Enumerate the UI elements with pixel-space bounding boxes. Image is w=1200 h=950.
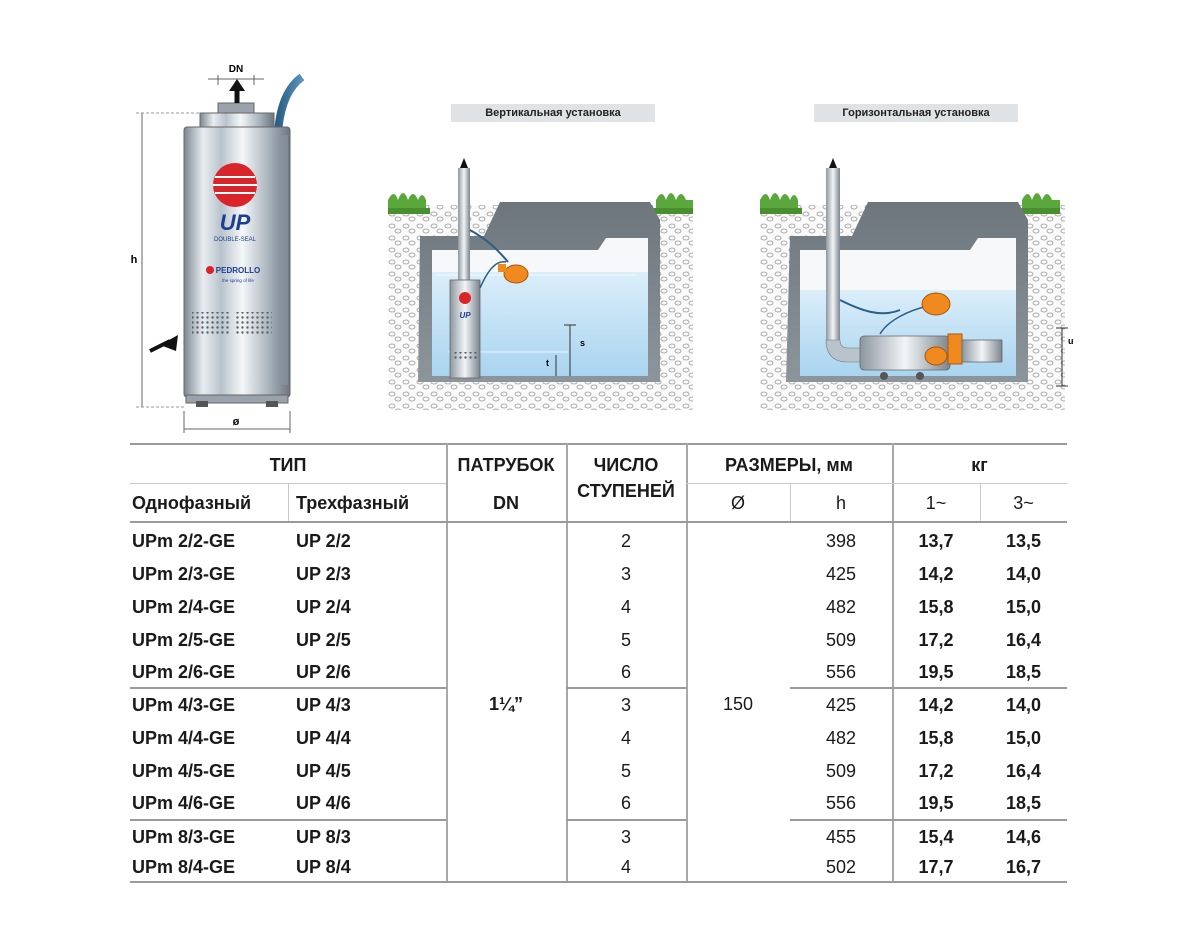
- cell-weight-1ph: 15,8: [918, 728, 954, 748]
- cell-weight-1ph: 13,7: [918, 531, 954, 551]
- pump-maker-tagline: the spring of life: [222, 278, 254, 283]
- header-weight-3ph: 3~: [1013, 493, 1034, 513]
- cell-stages: 5: [620, 630, 631, 650]
- cell-height: 556: [825, 793, 857, 813]
- cell-height: 482: [825, 597, 857, 617]
- cell-three-phase: UP 8/3: [296, 827, 351, 847]
- cell-height: 482: [825, 728, 857, 748]
- header-type: ТИП: [269, 455, 307, 475]
- svg-text:UP: UP: [459, 311, 471, 320]
- horizontal-installation-diagram: [760, 150, 1080, 412]
- cell-height: 502: [825, 857, 857, 877]
- cell-single-phase: UPm 4/5-GE: [132, 761, 236, 781]
- cell-three-phase: UP 4/4: [296, 728, 351, 748]
- cell-weight-3ph: 16,4: [1005, 761, 1042, 781]
- header-three-phase: Трехфазный: [296, 493, 410, 513]
- vertical-installation-caption: Вертикальная установка: [451, 104, 655, 122]
- pump-diameter-label: ø: [232, 416, 240, 428]
- cell-weight-3ph: 18,5: [1005, 793, 1042, 813]
- header-single-phase: Однофазный: [132, 493, 252, 513]
- cell-stages: 4: [620, 597, 631, 617]
- cell-three-phase: UP 2/6: [296, 662, 351, 682]
- header-height: h: [835, 493, 846, 513]
- cell-stages: 2: [620, 531, 631, 551]
- pump-brand: UP: [219, 210, 251, 235]
- pump-maker: PEDROLLO: [215, 266, 261, 275]
- cell-three-phase: UP 2/5: [296, 630, 351, 650]
- cell-single-phase: UPm 2/2-GE: [132, 531, 236, 551]
- cell-single-phase: UPm 4/4-GE: [132, 728, 236, 748]
- cell-stages: 3: [620, 827, 631, 847]
- header-dimensions: РАЗМЕРЫ, мм: [725, 455, 853, 475]
- cell-weight-1ph: 14,2: [918, 695, 954, 715]
- cell-stages: 6: [620, 662, 631, 682]
- vertical-installation-diagram: [388, 150, 693, 412]
- cell-single-phase: UPm 4/3-GE: [132, 695, 236, 715]
- cell-height: 509: [825, 761, 857, 781]
- cell-stages: 3: [620, 695, 631, 715]
- cell-height: 455: [825, 827, 857, 847]
- pump-spec-table: [130, 443, 1067, 893]
- cell-stages: 4: [620, 728, 631, 748]
- horizontal-installation-caption: Горизонтальная установка: [814, 104, 1018, 122]
- cell-weight-3ph: 15,0: [1005, 728, 1042, 748]
- cell-weight-1ph: 15,4: [918, 827, 954, 847]
- header-stages-1: ЧИСЛО: [593, 455, 659, 475]
- header-outlet-dn: DN: [493, 493, 519, 513]
- cell-height: 556: [825, 662, 857, 682]
- cell-weight-3ph: 14,0: [1005, 695, 1042, 715]
- header-weight-1ph: 1~: [925, 493, 947, 513]
- cell-weight-3ph: 18,5: [1005, 662, 1042, 682]
- cell-weight-1ph: 19,5: [918, 793, 954, 813]
- vertical-s-label: s: [580, 338, 586, 348]
- pump-drawing: [120, 55, 320, 435]
- cell-three-phase: UP 4/3: [296, 695, 351, 715]
- cell-weight-1ph: 19,5: [918, 662, 954, 682]
- cell-weight-3ph: 15,0: [1005, 597, 1042, 617]
- cell-weight-3ph: 16,4: [1005, 630, 1042, 650]
- header-diameter: Ø: [730, 493, 745, 513]
- cell-three-phase: UP 2/3: [296, 564, 351, 584]
- cell-three-phase: UP 4/6: [296, 793, 351, 813]
- cell-single-phase: UPm 4/6-GE: [132, 793, 236, 813]
- vertical-t-label: t: [546, 358, 549, 368]
- cell-weight-3ph: 14,6: [1005, 827, 1042, 847]
- cell-height: 425: [825, 695, 857, 715]
- cell-weight-3ph: 16,7: [1005, 857, 1042, 877]
- cell-height: 425: [825, 564, 857, 584]
- header-stages-2: СТУПЕНЕЙ: [577, 481, 675, 501]
- cell-single-phase: UPm 2/3-GE: [132, 564, 236, 584]
- cell-three-phase: UP 4/5: [296, 761, 351, 781]
- cell-weight-3ph: 14,0: [1005, 564, 1042, 584]
- cell-weight-1ph: 17,2: [918, 630, 954, 650]
- cell-three-phase: UP 2/2: [296, 531, 351, 551]
- cell-three-phase: UP 8/4: [296, 857, 351, 877]
- header-weight: кг: [971, 455, 988, 475]
- cell-stages: 3: [620, 564, 631, 584]
- pump-brand-sub: DOUBLE-SEAL: [213, 237, 257, 243]
- cell-single-phase: UPm 8/3-GE: [132, 827, 236, 847]
- diameter-value: 150: [722, 694, 754, 714]
- outlet-value: 1¼”: [488, 694, 524, 714]
- header-outlet: ПАТРУБОК: [457, 455, 555, 475]
- cell-stages: 6: [620, 793, 631, 813]
- cell-stages: 5: [620, 761, 631, 781]
- cell-height: 398: [825, 531, 857, 551]
- cell-weight-3ph: 13,5: [1005, 531, 1042, 551]
- cell-single-phase: UPm 2/5-GE: [132, 630, 236, 650]
- cell-single-phase: UPm 2/4-GE: [132, 597, 236, 617]
- cell-weight-1ph: 15,8: [918, 597, 954, 617]
- cell-stages: 4: [620, 857, 631, 877]
- cell-weight-1ph: 14,2: [918, 564, 954, 584]
- cell-three-phase: UP 2/4: [296, 597, 351, 617]
- cell-height: 509: [825, 630, 857, 650]
- cell-weight-1ph: 17,7: [918, 857, 954, 877]
- cell-single-phase: UPm 2/6-GE: [132, 662, 236, 682]
- pump-dn-label: DN: [228, 64, 244, 75]
- horizontal-u-label: u: [1068, 336, 1074, 346]
- pump-h-label: h: [130, 254, 138, 266]
- cell-weight-1ph: 17,2: [918, 761, 954, 781]
- cell-single-phase: UPm 8/4-GE: [132, 857, 236, 877]
